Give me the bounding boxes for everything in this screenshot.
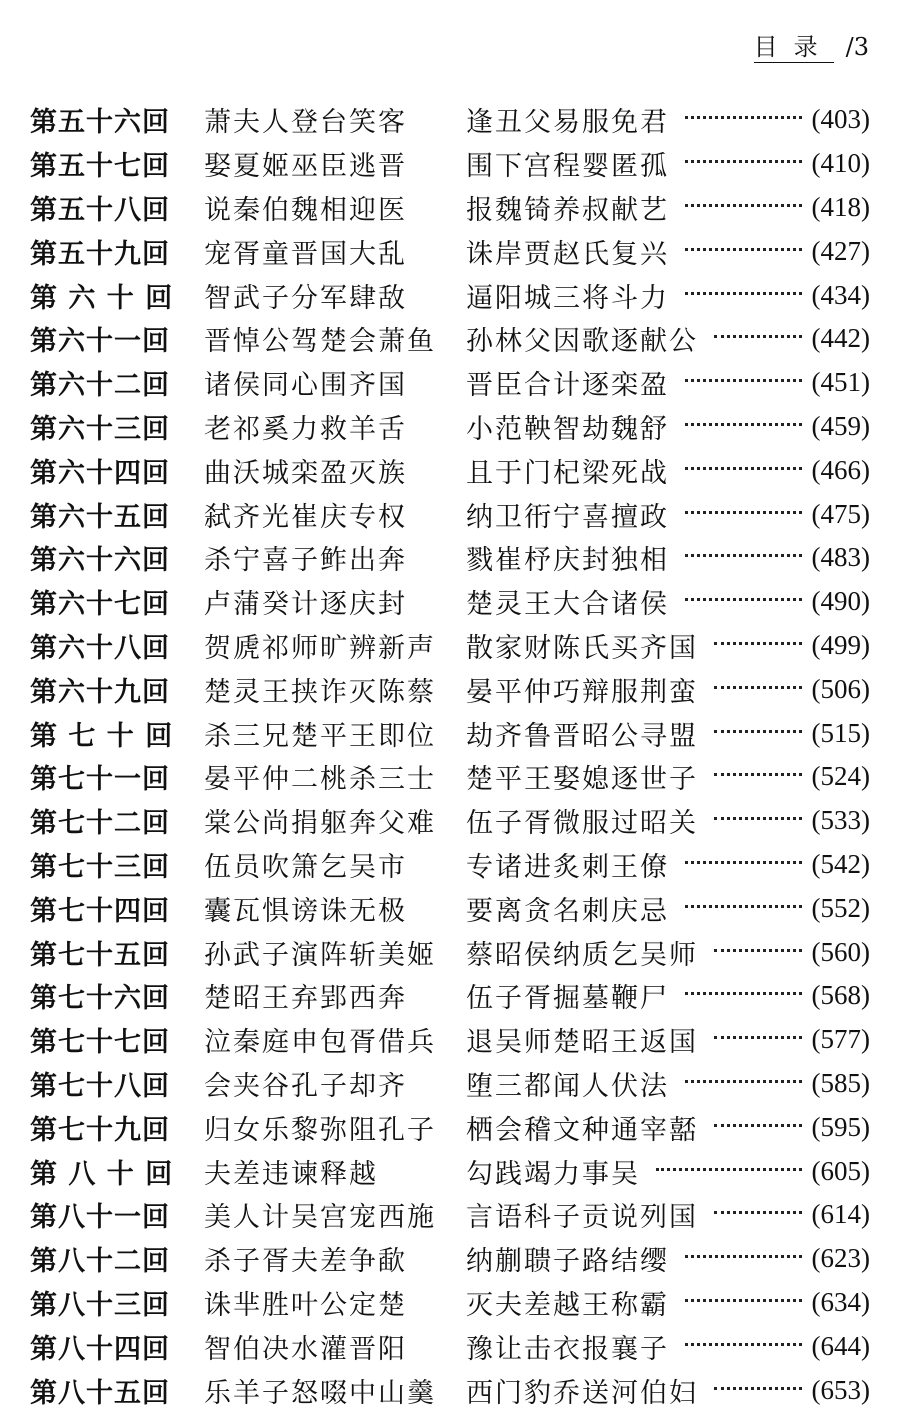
toc-entry[interactable] <box>30 1193 870 1237</box>
chapter-number: 第六十三回 <box>30 413 170 445</box>
dot-leader <box>685 511 802 514</box>
dot-leader <box>685 379 802 382</box>
chapter-number: 第七十五回 <box>30 939 170 971</box>
page-reference: (542) <box>811 848 870 879</box>
chapter-title-first-line: 夫差违谏释越 <box>204 1158 378 1190</box>
dot-leader <box>714 949 802 952</box>
toc-entry[interactable] <box>30 1281 870 1325</box>
chapter-number: 第八十三回 <box>30 1289 170 1321</box>
chapter-title-second-line: 堕三都闻人伏法 <box>466 1070 669 1102</box>
chapter-number: 第七十九回 <box>30 1114 170 1146</box>
chapter-title-second-line: 伍子胥微服过昭关 <box>466 808 698 840</box>
chapter-title-first-line: 归女乐黎弥阻孔子 <box>204 1114 436 1146</box>
toc-entry[interactable] <box>30 492 870 536</box>
dot-leader <box>714 1124 802 1127</box>
page-reference: (403) <box>811 104 870 135</box>
chapter-title-first-line: 会夹谷孔子却齐 <box>204 1070 407 1102</box>
page-reference: (515) <box>811 717 870 748</box>
toc-entry[interactable] <box>30 273 870 317</box>
chapter-title-second-line: 要离贪名刺庆忌 <box>466 895 669 927</box>
chapter-title-second-line: 围下宫程婴匿孤 <box>466 151 669 183</box>
dot-leader <box>714 686 802 689</box>
chapter-title-second-line: 晋臣合计逐栾盈 <box>466 370 669 402</box>
chapter-title-first-line: 娶夏姬巫臣逃晋 <box>204 151 407 183</box>
chapter-title-first-line: 乐羊子怒啜中山羹 <box>204 1377 436 1409</box>
toc-entry[interactable] <box>30 1105 870 1149</box>
chapter-title-first-line: 泣秦庭申包胥借兵 <box>204 1027 436 1059</box>
chapter-title-second-line: 伍子胥掘墓鞭尸 <box>466 983 669 1015</box>
chapter-number: 第五十九回 <box>30 238 170 270</box>
chapter-title-first-line: 囊瓦惧谤诛无极 <box>204 895 407 927</box>
page-reference: (595) <box>811 1111 870 1142</box>
dot-leader <box>714 817 802 820</box>
chapter-number: 第六十一回 <box>30 326 170 358</box>
chapter-title-first-line: 说秦伯魏相迎医 <box>204 194 407 226</box>
chapter-number: 第 七 十 回 <box>30 720 174 752</box>
page-reference: (585) <box>811 1067 870 1098</box>
dot-leader <box>685 1080 802 1083</box>
toc-entry[interactable] <box>30 536 870 580</box>
chapter-number: 第七十七回 <box>30 1027 170 1059</box>
dot-leader <box>685 423 802 426</box>
page-reference: (634) <box>811 1286 870 1317</box>
dot-leader <box>685 861 802 864</box>
chapter-title-second-line: 戮崔杼庆封独相 <box>466 545 669 577</box>
dot-leader <box>685 1255 802 1258</box>
chapter-title-second-line: 小范鞅智劫魏舒 <box>466 413 669 445</box>
chapter-number: 第八十二回 <box>30 1246 170 1278</box>
chapter-title-first-line: 弑齐光崔庆专权 <box>204 501 407 533</box>
chapter-title-first-line: 杀宁喜子鲊出奔 <box>204 545 407 577</box>
page-number: /3 <box>845 33 869 61</box>
page-reference: (524) <box>811 761 870 792</box>
dot-leader <box>685 598 802 601</box>
dot-leader <box>656 1168 802 1171</box>
chapter-title-first-line: 诛芈胜叶公定楚 <box>204 1289 407 1321</box>
toc-entry[interactable] <box>30 1368 870 1412</box>
chapter-title-second-line: 逼阳城三将斗力 <box>466 282 669 314</box>
dot-leader <box>685 992 802 995</box>
page-reference: (653) <box>811 1374 870 1405</box>
toc-entry[interactable] <box>30 580 870 624</box>
dot-leader <box>714 642 802 645</box>
chapter-number: 第 六 十 回 <box>30 282 174 314</box>
page-reference: (490) <box>811 586 870 617</box>
chapter-title-second-line: 灭夫差越王称霸 <box>466 1289 669 1321</box>
toc-entry[interactable] <box>30 98 870 142</box>
chapter-title-second-line: 豫让击衣报襄子 <box>466 1333 669 1365</box>
chapter-title-first-line: 卢蒲癸计逐庆封 <box>204 589 407 621</box>
page-reference: (427) <box>811 235 870 266</box>
toc-entry[interactable] <box>30 974 870 1018</box>
page-reference: (418) <box>811 191 870 222</box>
toc-entry[interactable] <box>30 186 870 230</box>
chapter-title-second-line: 退吴师楚昭王返国 <box>466 1027 698 1059</box>
dot-leader <box>714 730 802 733</box>
page-reference: (644) <box>811 1330 870 1361</box>
dot-leader <box>685 467 802 470</box>
page-reference: (434) <box>811 279 870 310</box>
chapter-title-second-line: 言语科子贡说列国 <box>466 1202 698 1234</box>
chapter-title-second-line: 楚灵王大合诸侯 <box>466 589 669 621</box>
dot-leader <box>714 1387 802 1390</box>
dot-leader <box>685 1299 802 1302</box>
dot-leader <box>714 335 802 338</box>
toc-entry[interactable] <box>30 1149 870 1193</box>
chapter-title-second-line: 晏平仲巧辩服荆蛮 <box>466 676 698 708</box>
chapter-title-first-line: 美人计吴宫宠西施 <box>204 1202 436 1234</box>
toc-entry[interactable] <box>30 886 870 930</box>
chapter-title-second-line: 纳蒯聩子路结缨 <box>466 1246 669 1278</box>
chapter-number: 第六十五回 <box>30 501 170 533</box>
chapter-title-first-line: 楚灵王挟诈灭陈蔡 <box>204 676 436 708</box>
chapter-title-second-line: 勾践竭力事吴 <box>466 1158 640 1190</box>
page-reference: (568) <box>811 980 870 1011</box>
chapter-title-first-line: 棠公尚捐躯奔父难 <box>204 808 436 840</box>
table-of-contents <box>30 98 870 1412</box>
chapter-title-first-line: 宠胥童晋国大乱 <box>204 238 407 270</box>
toc-entry[interactable] <box>30 624 870 668</box>
page-reference: (459) <box>811 410 870 441</box>
page-reference: (410) <box>811 148 870 179</box>
page-reference: (475) <box>811 498 870 529</box>
chapter-number: 第五十六回 <box>30 107 170 139</box>
page-reference: (533) <box>811 805 870 836</box>
chapter-number: 第七十四回 <box>30 895 170 927</box>
page-reference: (442) <box>811 323 870 354</box>
dot-leader <box>685 204 802 207</box>
chapter-title-first-line: 伍员吹箫乞吴市 <box>204 851 407 883</box>
toc-entry[interactable] <box>30 1062 870 1106</box>
chapter-number: 第七十八回 <box>30 1070 170 1102</box>
dot-leader <box>714 773 802 776</box>
chapter-title-second-line: 散家财陈氏买齐国 <box>466 632 698 664</box>
chapter-number: 第 八 十 回 <box>30 1158 174 1190</box>
chapter-title-first-line: 晏平仲二桃杀三士 <box>204 764 436 796</box>
chapter-number: 第七十二回 <box>30 808 170 840</box>
dot-leader <box>685 554 802 557</box>
chapter-title-first-line: 杀三兄楚平王即位 <box>204 720 436 752</box>
chapter-number: 第八十四回 <box>30 1333 170 1365</box>
toc-entry[interactable] <box>30 799 870 843</box>
chapter-number: 第七十三回 <box>30 851 170 883</box>
toc-entry[interactable] <box>30 843 870 887</box>
chapter-number: 第六十四回 <box>30 457 170 489</box>
page-reference: (499) <box>811 629 870 660</box>
page-reference: (451) <box>811 367 870 398</box>
chapter-title-first-line: 老祁奚力救羊舌 <box>204 413 407 445</box>
chapter-title-first-line: 贺虒祁师旷辨新声 <box>204 632 436 664</box>
chapter-title-second-line: 西门豹乔送河伯妇 <box>466 1377 698 1409</box>
page-reference: (614) <box>811 1199 870 1230</box>
page-reference: (552) <box>811 892 870 923</box>
chapter-title-second-line: 孙林父因歌逐献公 <box>466 326 698 358</box>
dot-leader <box>685 292 802 295</box>
chapter-title-second-line: 诛岸贾赵氏复兴 <box>466 238 669 270</box>
chapter-title-first-line: 楚昭王弃郢西奔 <box>204 983 407 1015</box>
dot-leader <box>685 1343 802 1346</box>
toc-entry[interactable] <box>30 361 870 405</box>
dot-leader <box>685 160 802 163</box>
chapter-title-first-line: 晋悼公驾楚会萧鱼 <box>204 326 436 358</box>
toc-entry[interactable] <box>30 1324 870 1368</box>
chapter-title-second-line: 劫齐鲁晋昭公寻盟 <box>466 720 698 752</box>
toc-entry[interactable] <box>30 667 870 711</box>
chapter-title-second-line: 栖会稽文种通宰嚭 <box>466 1114 698 1146</box>
page-header <box>754 30 869 64</box>
chapter-title-second-line: 楚平王娶媳逐世子 <box>466 764 698 796</box>
chapter-title-second-line: 纳卫衎宁喜擅政 <box>466 501 669 533</box>
chapter-number: 第八十一回 <box>30 1202 170 1234</box>
chapter-number: 第七十一回 <box>30 764 170 796</box>
toc-entry[interactable] <box>30 317 870 361</box>
chapter-title-first-line: 诸侯同心围齐国 <box>204 370 407 402</box>
dot-leader <box>685 116 802 119</box>
dot-leader <box>714 1036 802 1039</box>
chapter-number: 第六十七回 <box>30 589 170 621</box>
page-reference: (483) <box>811 542 870 573</box>
toc-entry[interactable] <box>30 711 870 755</box>
dot-leader <box>685 248 802 251</box>
chapter-number: 第七十六回 <box>30 983 170 1015</box>
chapter-title-first-line: 萧夫人登台笑客 <box>204 107 407 139</box>
chapter-number: 第六十九回 <box>30 676 170 708</box>
section-title: 目录 <box>753 33 834 61</box>
chapter-title-second-line: 报魏锜养叔献艺 <box>466 194 669 226</box>
page-reference: (605) <box>811 1155 870 1186</box>
chapter-number: 第八十五回 <box>30 1377 170 1409</box>
chapter-title-second-line: 逢丑父易服免君 <box>466 107 669 139</box>
chapter-title-second-line: 专诸进炙刺王僚 <box>466 851 669 883</box>
chapter-number: 第五十八回 <box>30 194 170 226</box>
page-reference: (623) <box>811 1243 870 1274</box>
toc-entry[interactable] <box>30 229 870 273</box>
toc-entry[interactable] <box>30 405 870 449</box>
toc-entry[interactable] <box>30 1018 870 1062</box>
chapter-number: 第六十六回 <box>30 545 170 577</box>
toc-entry[interactable] <box>30 930 870 974</box>
toc-entry[interactable] <box>30 448 870 492</box>
toc-entry[interactable] <box>30 755 870 799</box>
dot-leader <box>685 905 802 908</box>
chapter-title-first-line: 智伯决水灌晋阳 <box>204 1333 407 1365</box>
chapter-title-second-line: 且于门杞梁死战 <box>466 457 669 489</box>
chapter-number: 第六十二回 <box>30 370 170 402</box>
toc-entry[interactable] <box>30 142 870 186</box>
chapter-title-first-line: 孙武子演阵斩美姬 <box>204 939 436 971</box>
dot-leader <box>714 1211 802 1214</box>
page-reference: (506) <box>811 673 870 704</box>
chapter-number: 第六十八回 <box>30 632 170 664</box>
page-reference: (560) <box>811 936 870 967</box>
page-reference: (466) <box>811 454 870 485</box>
page-reference: (577) <box>811 1024 870 1055</box>
chapter-title-first-line: 智武子分军肆敌 <box>204 282 407 314</box>
chapter-number: 第五十七回 <box>30 151 170 183</box>
chapter-title-second-line: 蔡昭侯纳质乞吴师 <box>466 939 698 971</box>
chapter-title-first-line: 杀子胥夫差争歃 <box>204 1246 407 1278</box>
chapter-title-first-line: 曲沃城栾盈灭族 <box>204 457 407 489</box>
toc-entry[interactable] <box>30 1237 870 1281</box>
